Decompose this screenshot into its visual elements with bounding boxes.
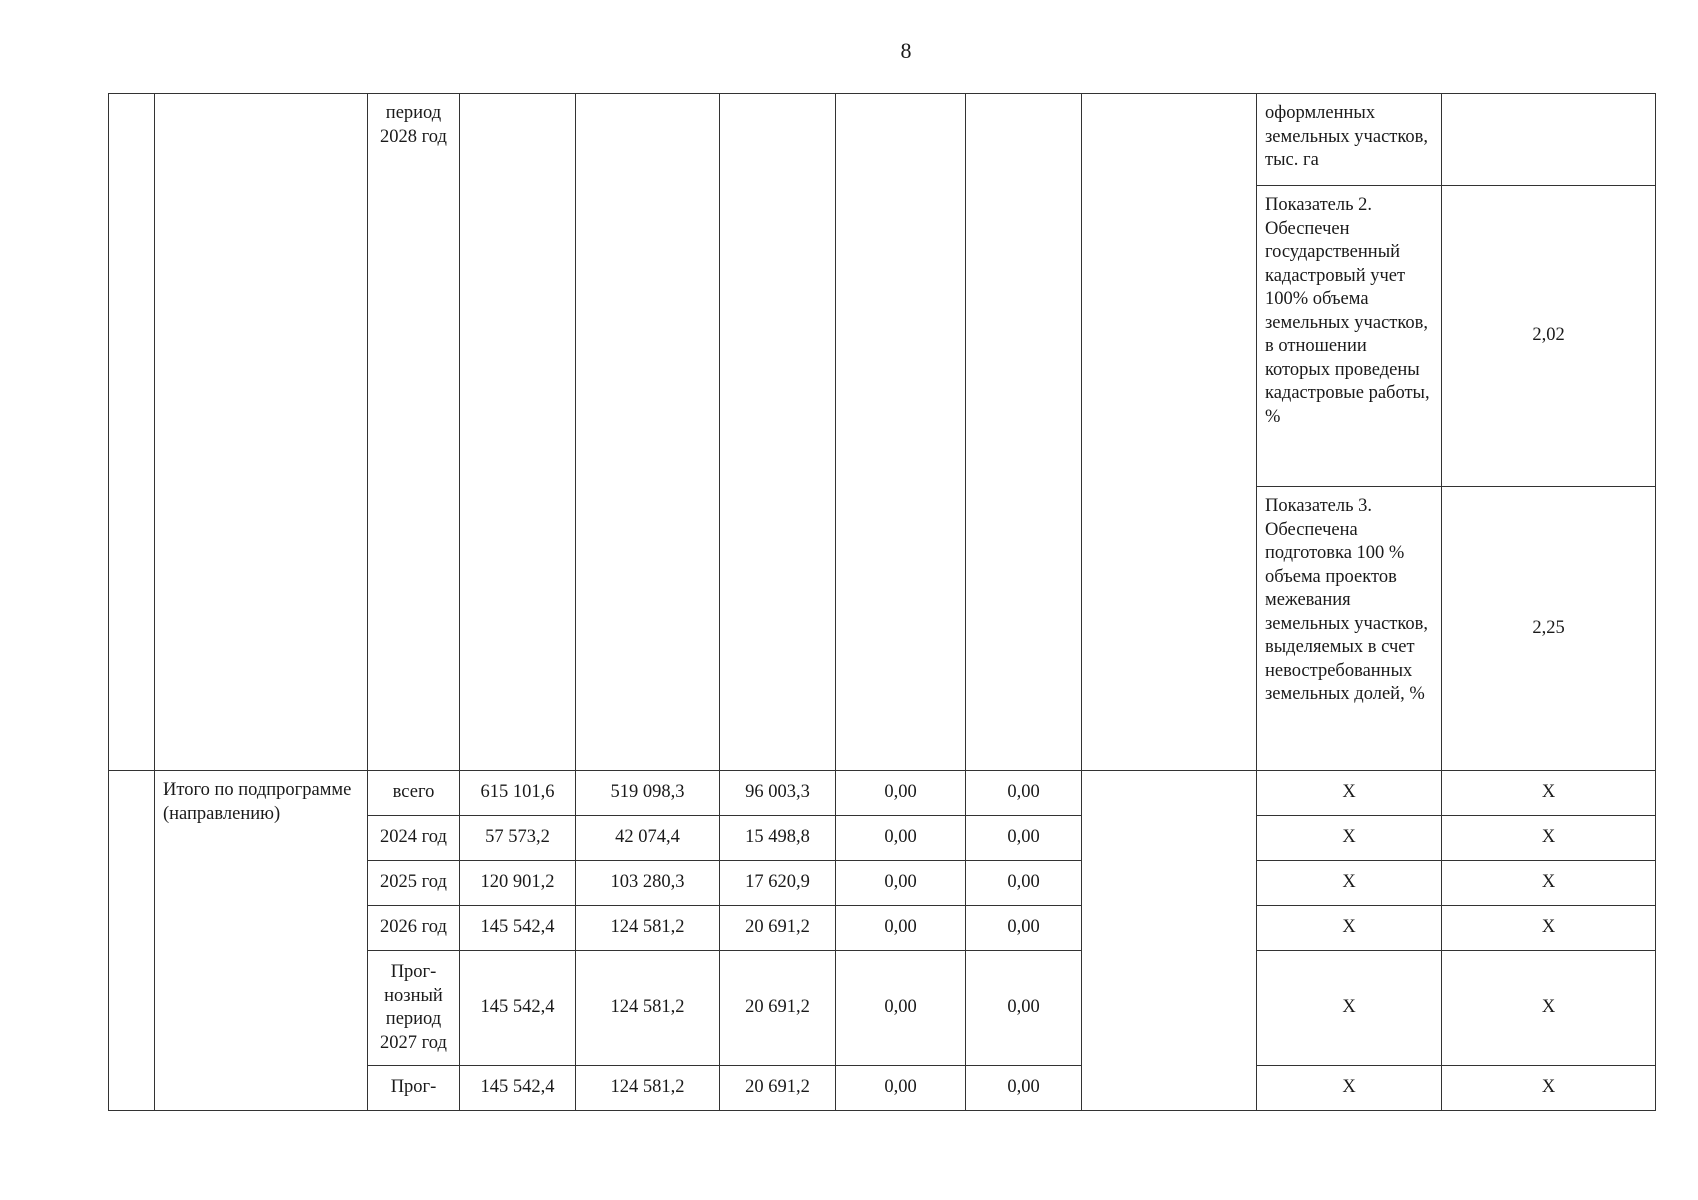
amount-cell: 20 691,2 (720, 906, 836, 951)
indicator-value: X (1442, 1066, 1656, 1111)
name-cell (155, 94, 368, 771)
amount-cell: 0,00 (836, 951, 966, 1066)
amount-cell: 96 003,3 (720, 771, 836, 816)
amount-cell: 0,00 (966, 906, 1082, 951)
amount-cell: 0,00 (836, 1066, 966, 1111)
total-label: Итого по подпрограмме (направлению) (155, 771, 368, 1111)
amount-cell: 20 691,2 (720, 1066, 836, 1111)
indicator-value: X (1442, 861, 1656, 906)
amount-cell (966, 94, 1082, 186)
amount-cell: 0,00 (836, 816, 966, 861)
amount-cell: 103 280,3 (576, 861, 720, 906)
indicator-text: X (1257, 771, 1442, 816)
amount-cell: 145 542,4 (460, 906, 576, 951)
amount-cell: 124 581,2 (576, 1066, 720, 1111)
table-row (109, 771, 1656, 816)
indicator-value: 2,25 (1442, 487, 1656, 771)
period-cell: всего (368, 771, 460, 816)
amount-cell: 120 901,2 (460, 861, 576, 906)
indicator-value (1442, 94, 1656, 186)
period-cell: период 2028 год (368, 94, 460, 186)
period-cell (368, 186, 460, 771)
page-number: 8 (900, 38, 912, 63)
number-cell (109, 94, 155, 771)
indicator-text: оформленных земельных участков, тыс. га (1257, 94, 1442, 186)
amount-cell: 0,00 (966, 951, 1082, 1066)
amount-cell (836, 94, 966, 186)
amount-cell (576, 94, 720, 186)
period-cell: Прог- (368, 1066, 460, 1111)
number-cell (109, 771, 155, 1111)
indicator-text: X (1257, 906, 1442, 951)
amount-cell: 42 074,4 (576, 816, 720, 861)
indicator-value: X (1442, 906, 1656, 951)
table-row (109, 94, 1656, 186)
indicator-text: X (1257, 861, 1442, 906)
amount-cell (966, 186, 1082, 771)
amount-cell: 20 691,2 (720, 951, 836, 1066)
amount-cell (460, 186, 576, 771)
indicator-text: X (1257, 816, 1442, 861)
indicator-value: 2,02 (1442, 186, 1656, 487)
period-cell: Прог-нозный период 2027 год (368, 951, 460, 1066)
indicator-text: X (1257, 951, 1442, 1066)
indicator-text: Показатель 2. Обеспечен государственный кадастровый учет 100% объема земельных участков, в отношении которых проведены кадастровые работы, % (1257, 186, 1442, 487)
amount-cell: 124 581,2 (576, 906, 720, 951)
amount-cell: 0,00 (836, 771, 966, 816)
amount-cell: 57 573,2 (460, 816, 576, 861)
amount-cell: 0,00 (966, 1066, 1082, 1111)
amount-cell: 145 542,4 (460, 951, 576, 1066)
amount-cell (460, 94, 576, 186)
indicator-text: X (1257, 1066, 1442, 1111)
result-cell (1082, 771, 1257, 1111)
amount-cell: 0,00 (966, 816, 1082, 861)
period-cell: 2024 год (368, 816, 460, 861)
amount-cell: 124 581,2 (576, 951, 720, 1066)
amount-cell: 17 620,9 (720, 861, 836, 906)
amount-cell: 15 498,8 (720, 816, 836, 861)
amount-cell: 0,00 (836, 861, 966, 906)
amount-cell (836, 186, 966, 771)
budget-table (108, 93, 1656, 1111)
indicator-value: X (1442, 771, 1656, 816)
amount-cell: 0,00 (836, 906, 966, 951)
amount-cell: 519 098,3 (576, 771, 720, 816)
amount-cell: 0,00 (966, 861, 1082, 906)
amount-cell (576, 186, 720, 771)
indicator-value: X (1442, 951, 1656, 1066)
amount-cell: 615 101,6 (460, 771, 576, 816)
indicator-text: Показатель 3. Обеспечена подготовка 100 % объема проектов межевания земельных участков, выделяемых в счет невостребованных земельных долей, % (1257, 487, 1442, 771)
amount-cell: 145 542,4 (460, 1066, 576, 1111)
result-cell (1082, 94, 1257, 771)
period-cell: 2025 год (368, 861, 460, 906)
indicator-value: X (1442, 816, 1656, 861)
amount-cell (720, 186, 836, 771)
amount-cell (720, 94, 836, 186)
period-cell: 2026 год (368, 906, 460, 951)
amount-cell: 0,00 (966, 771, 1082, 816)
